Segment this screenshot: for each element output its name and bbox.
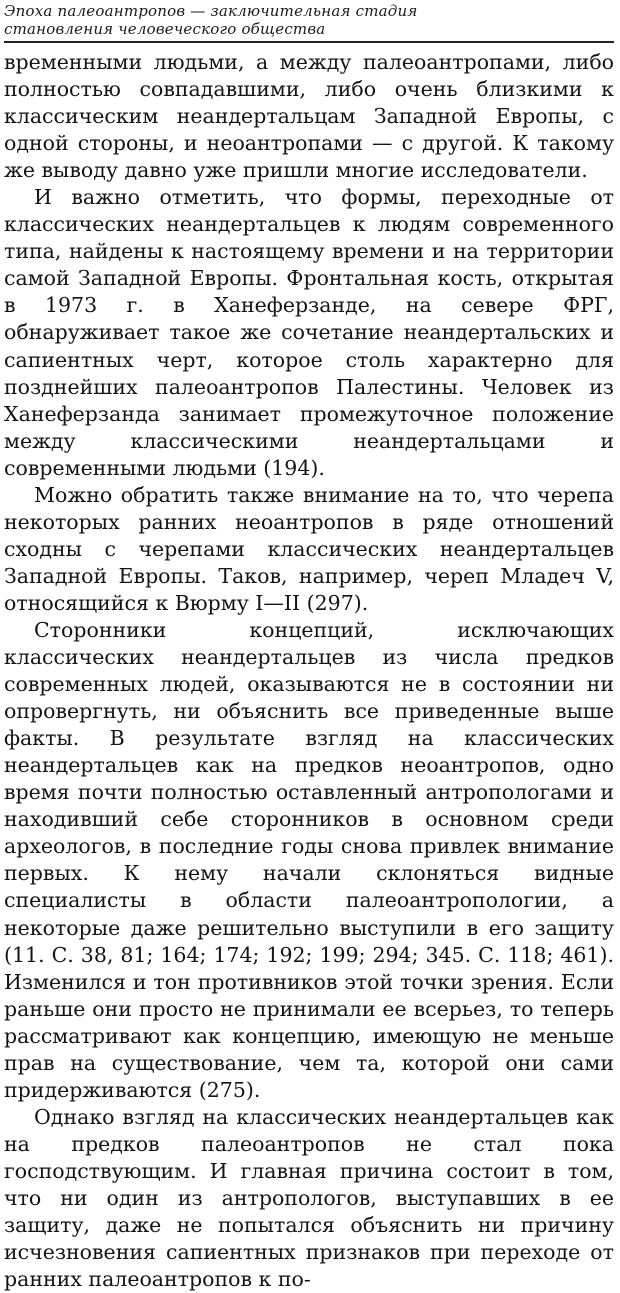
paragraph-5: Однако взгляд на классических неандертальцев как на предков палеоантропов не стал пока господствующим. И главная причина состоит в том, что ни один из антропологов, выступавших в ее защиту, даже не попытался объяснить ни причину исчезновения сапиентных признаков при переходе от ранних палеоантропов к по- — [4, 1104, 614, 1292]
running-head-line-1: Эпоха палеоантропов — заключительная стадия — [4, 2, 418, 20]
paragraph-1: временными людьми, а между палеоантропами, либо полностью совпадавшими, либо очень близкими к классическим неандертальцам Западной Европы, с одной стороны, и неоантропами — с другой. К такому же выводу давно уже пришли многие исследователи. — [4, 50, 614, 183]
paragraph-2: И важно отметить, что формы, переходные от классических неандертальцев к людям современного типа, найдены к настоящему времени и на территории самой Западной Европы. Фронтальная кость, открытая в 1973 г. в Ханеферзанде, на севере ФРГ, обнаруживает такое же сочетание неандертальских и сапиентных черт, которое столь характерно для позднейших палеоантропов Палестины. Человек из Ханеферзанда занимает промежуточное положение между классическими неандертальцами и современными людьми (194). — [4, 185, 614, 480]
running-head-line-2: становления человеческого общества — [4, 20, 326, 38]
paragraph-3: Можно обратить также внимание на то, что черепа некоторых ранних неоантропов в ряде отношений сходны с черепами классических неандертальцев Западной Европы. Таков, например, череп Младеч V, относящийся к Вюрму I—II (297). — [4, 482, 614, 615]
running-head — [4, 2, 614, 38]
header-rule — [4, 41, 614, 43]
paragraph-4: Сторонники концепций, исключающих классических неандертальцев из числа предков современных людей, оказываются не в состоянии ни опровергнуть, ни объяснить все приведенные выше факты. В результате взгляд на классических неандертальцев как на предков неоантропов, одно время почти полностью оставленный антропологами и находивший себе сторонников в основном среди археологов, в последние годы снова привлек внимание первых. К нему начали склоняться видные специалисты в области палеоантропологии, а некоторые даже решительно выступили в его защиту (11. С. 38, 81; 164; 174; 192; 199; 294; 345. С. 118; 461). Изменился и тон противников этой точки зрения. Если раньше они просто не принимали ее всерьез, то теперь рассматривают как концепцию, имеющую не меньше прав на существование, чем та, которой они сами придерживаются (275). — [4, 617, 614, 1102]
body-text — [4, 49, 614, 1293]
